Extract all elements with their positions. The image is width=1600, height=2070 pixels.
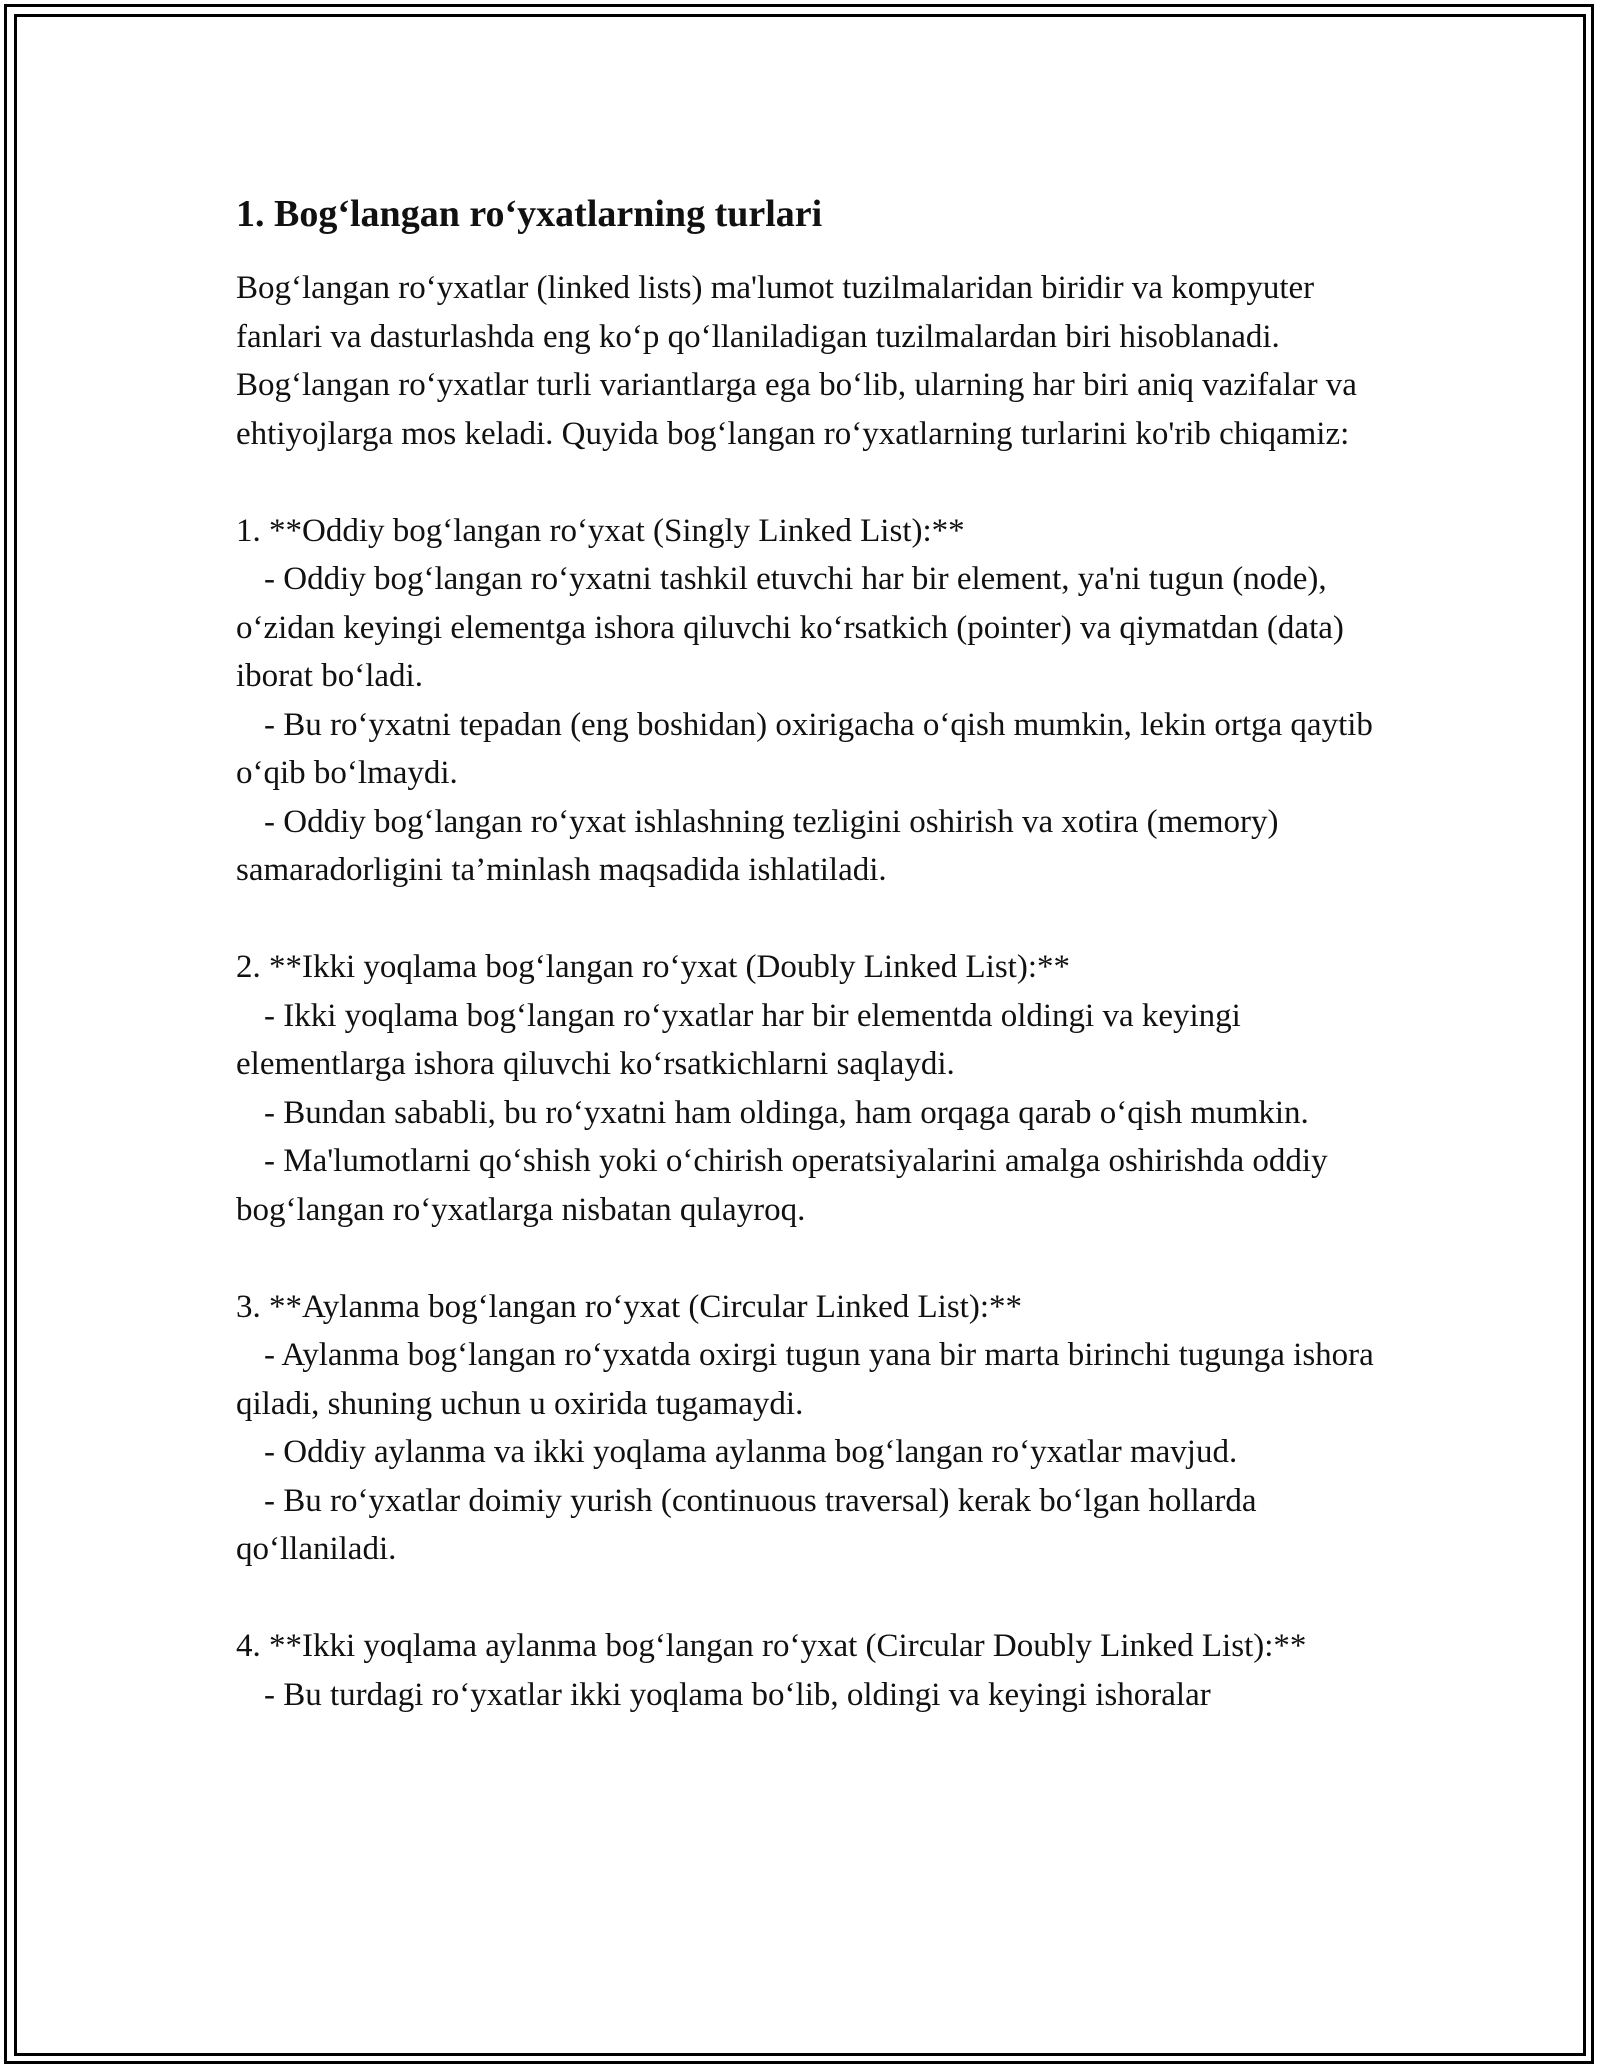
section-heading: 1. **Oddiy bog‘langan ro‘yxat (Singly Linked List):** (236, 512, 965, 549)
section-circular-linked-list (236, 1283, 1376, 1574)
bullet-item: - Bu ro‘yxatni tepadan (eng boshidan) oxirigacha o‘qish mumkin, lekin ortga qaytib o‘qib bo‘lmaydi. (236, 706, 1373, 791)
section-heading: 4. **Ikki yoqlama aylanma bog‘langan ro‘yxat (Circular Doubly Linked List):** (236, 1628, 1307, 1664)
bullet-item: - Bu ro‘yxatlar doimiy yurish (continuous traversal) kerak bo‘lgan hollarda qo‘llaniladi. (236, 1482, 1257, 1567)
section-doubly-linked-list (236, 943, 1376, 1234)
section-heading: 2. **Ikki yoqlama bog‘langan ro‘yxat (Doubly Linked List):** (236, 949, 1070, 985)
bullet-item: - Oddiy bog‘langan ro‘yxatni tashkil etuvchi har bir element, ya'ni tugun (node), o‘zidan keyingi elementga ishora qiluvchi ko‘rsatkich (pointer) va qiymatdan (data) iborat bo‘ladi. (236, 561, 1344, 694)
bullet-item: - Bu turdagi ro‘yxatlar ikki yoqlama bo‘lib, oldingi va keyingi ishoralar (264, 1676, 1211, 1713)
page-title: 1. Bog‘langan ro‘yxatlarning turlari (236, 193, 823, 235)
intro-paragraph: Bog‘langan ro‘yxatlar (linked lists) ma'lumot tuzilmalaridan biridir va kompyuter fanlari va dasturlashda eng ko‘p qo‘llaniladigan tuzilmalardan biri hisoblanadi. Bog‘langan ro‘yxatlar turli variantlarga ega bo‘lib, ularning har biri aniq vazifalar va ehtiyojlarga mos keladi. Quyida bog‘langan ro‘yxatlarning turlarini ko'rib chiqamiz: (236, 270, 1357, 452)
bullet-item: - Oddiy bog‘langan ro‘yxat ishlashning tezligini oshirish va xotira (memory) samaradorligini ta’minlash maqsadida ishlatiladi. (236, 803, 1279, 888)
bullet-item: - Oddiy aylanma va ikki yoqlama aylanma bog‘langan ro‘yxatlar mavjud. (264, 1434, 1238, 1470)
bullet-item: - Ma'lumotlarni qo‘shish yoki o‘chirish operatsiyalarini amalga oshirishda oddiy bog‘langan ro‘yxatlarga nisbatan qulayroq. (236, 1143, 1328, 1228)
section-singly-linked-list (236, 507, 1376, 895)
bullet-item: - Bundan sababli, bu ro‘yxatni ham oldinga, ham orqaga qarab o‘qish mumkin. (264, 1094, 1309, 1131)
document-body (236, 190, 1376, 1719)
bullet-item: - Aylanma bog‘langan ro‘yxatda oxirgi tugun yana bir marta birinchi tugunga ishora qiladi, shuning uchun u oxirida tugamaydi. (236, 1337, 1374, 1422)
section-circular-doubly-linked-list (236, 1622, 1376, 1719)
section-heading: 3. **Aylanma bog‘langan ro‘yxat (Circular Linked List):** (236, 1288, 1023, 1325)
bullet-item: - Ikki yoqlama bog‘langan ro‘yxatlar har bir elementda oldingi va keyingi elementlarga ishora qiluvchi ko‘rsatkichlarni saqlaydi. (236, 997, 1241, 1082)
